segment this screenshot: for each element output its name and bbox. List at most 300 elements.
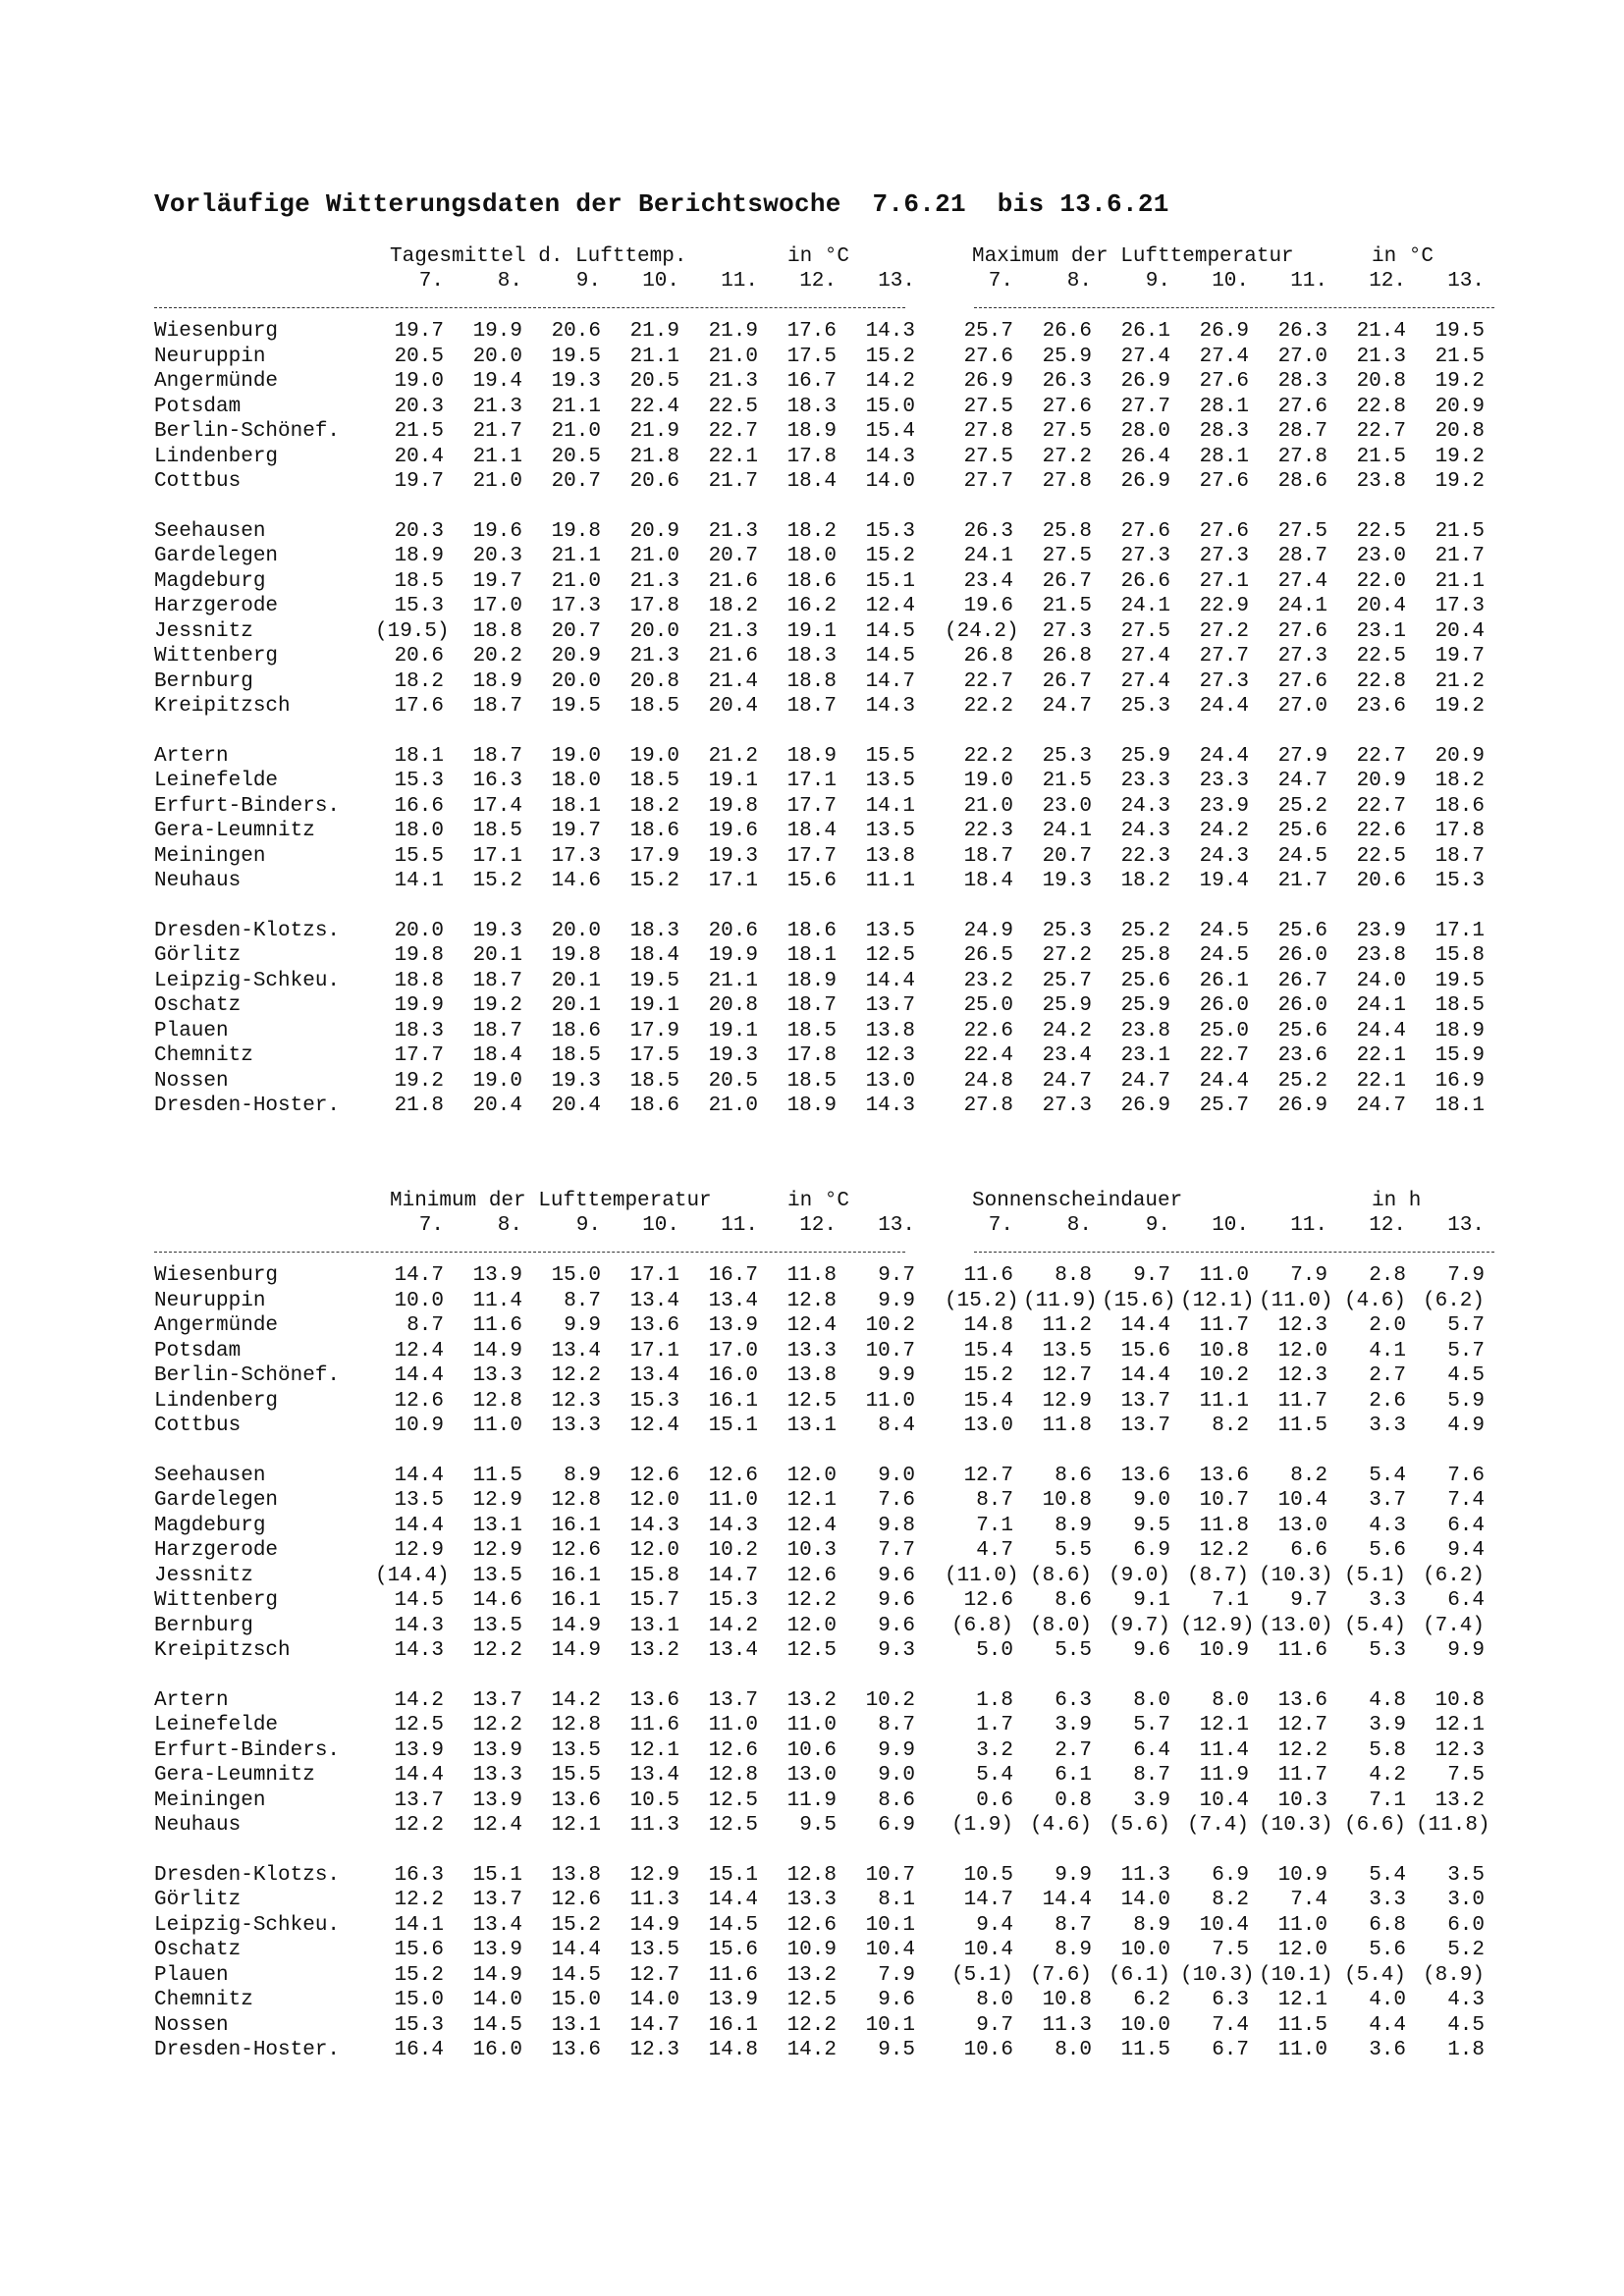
table-row	[154, 795, 1509, 821]
data-cell: 21.5	[1356, 445, 1406, 468]
data-cell: 22.8	[1356, 669, 1406, 693]
data-cell: 22.9	[1199, 595, 1249, 617]
data-cell: 5.4	[1369, 1863, 1406, 1887]
data-cell: 21.3	[708, 519, 758, 543]
data-cell: 18.5	[629, 1069, 679, 1093]
data-cell: 9.5	[878, 2039, 915, 2061]
data-cell: 18.3	[786, 395, 837, 418]
data-cell: 14.5	[394, 1589, 444, 1612]
data-cell: 22.7	[1356, 420, 1406, 443]
data-cell: 16.3	[394, 1863, 444, 1887]
data-cell: 26.0	[1199, 994, 1249, 1017]
data-cell: 12.2	[551, 1364, 601, 1387]
data-cell: 6.9	[1133, 1539, 1170, 1562]
data-cell: 16.1	[551, 1589, 601, 1612]
data-cell: 10.9	[1199, 1639, 1249, 1662]
data-cell: 21.3	[629, 645, 679, 667]
data-cell: 21.1	[551, 395, 601, 418]
data-cell: 12.4	[629, 1415, 679, 1437]
data-cell: (7.6)	[1029, 1963, 1092, 1987]
data-cell: 13.7	[708, 1688, 758, 1712]
data-cell: 27.3	[1199, 545, 1249, 567]
data-cell: 12.4	[786, 1514, 837, 1537]
data-cell: 20.8	[1435, 420, 1485, 443]
data-cell: 8.9	[1133, 1913, 1170, 1937]
data-cell: 20.9	[1356, 770, 1406, 792]
data-cell: 12.4	[472, 1814, 522, 1837]
data-cell: 23.6	[1277, 1044, 1327, 1067]
data-cell: 3.9	[1369, 1714, 1406, 1736]
data-cell: 11.0	[472, 1415, 522, 1437]
data-cell: 12.1	[1199, 1714, 1249, 1736]
data-cell: 6.9	[878, 1814, 915, 1837]
data-cell: 16.0	[708, 1364, 758, 1387]
data-cell: 2.7	[1055, 1738, 1092, 1762]
data-cell: 15.4	[963, 1339, 1013, 1362]
data-cell: 23.6	[1356, 695, 1406, 718]
data-cell: 12.5	[865, 944, 915, 967]
data-cell: 22.4	[629, 395, 679, 418]
station-name: Kreipitzsch	[154, 695, 291, 718]
table-row	[154, 570, 1509, 596]
data-cell: 21.5	[394, 420, 444, 443]
station-name: Dresden-Klotzs.	[154, 919, 341, 942]
data-cell: 9.7	[976, 2013, 1013, 2037]
data-cell: 7.5	[1447, 1764, 1485, 1787]
station-name: Cottbus	[154, 1415, 242, 1437]
data-cell: 23.2	[963, 969, 1013, 992]
data-cell: 7.7	[878, 1539, 915, 1562]
data-cell: 22.4	[963, 1044, 1013, 1067]
data-cell: 20.7	[1042, 844, 1092, 868]
data-cell: 13.8	[786, 1364, 837, 1387]
data-cell: (6.2)	[1422, 1289, 1485, 1312]
data-cell: 16.7	[708, 1264, 758, 1287]
data-cell: 7.9	[878, 1963, 915, 1987]
data-cell: 13.5	[865, 919, 915, 942]
data-cell: 18.7	[1435, 844, 1485, 868]
data-cell: 18.7	[472, 695, 522, 718]
data-cell: 20.6	[629, 470, 679, 493]
data-cell: 11.0	[1277, 1913, 1327, 1937]
data-cell: 13.2	[786, 1688, 837, 1712]
data-cell: 21.7	[472, 420, 522, 443]
data-cell: 9.5	[1133, 1514, 1170, 1537]
data-cell: 15.8	[629, 1564, 679, 1587]
data-cell: 6.8	[1369, 1913, 1406, 1937]
data-cell: 27.4	[1120, 669, 1170, 693]
data-cell: 15.1	[708, 1863, 758, 1887]
data-cell: 19.7	[394, 320, 444, 343]
data-cell: 14.2	[394, 1688, 444, 1712]
data-cell: 21.2	[708, 744, 758, 768]
data-cell: 15.1	[472, 1863, 522, 1887]
data-cell: 12.0	[629, 1539, 679, 1562]
data-cell: 3.3	[1369, 1889, 1406, 1911]
data-cell: (11.0)	[1259, 1289, 1333, 1312]
table-row	[154, 1070, 1509, 1095]
data-cell: 26.3	[963, 519, 1013, 543]
day-header: 9.	[1145, 1214, 1170, 1237]
data-cell: 9.0	[1133, 1489, 1170, 1512]
data-cell: 27.8	[1042, 470, 1092, 493]
data-cell: 24.7	[1042, 695, 1092, 718]
data-cell: 27.4	[1199, 345, 1249, 368]
table-row	[154, 770, 1509, 795]
station-name: Chemnitz	[154, 1989, 253, 2011]
data-cell: 27.5	[1042, 545, 1092, 567]
data-cell: 21.6	[708, 569, 758, 593]
table-row	[154, 1489, 1509, 1515]
data-cell: 18.3	[629, 919, 679, 942]
data-cell: 25.8	[1120, 944, 1170, 967]
data-cell: 1.7	[976, 1714, 1013, 1736]
data-cell: (5.1)	[1343, 1564, 1406, 1587]
data-cell: 27.5	[963, 445, 1013, 468]
data-cell: 7.4	[1447, 1489, 1485, 1512]
data-cell: 10.2	[865, 1314, 915, 1337]
data-cell: 8.6	[1055, 1589, 1092, 1612]
data-cell: 17.3	[551, 595, 601, 617]
data-cell: 27.1	[1199, 569, 1249, 593]
data-cell: 17.7	[786, 844, 837, 868]
data-cell: 13.6	[551, 1789, 601, 1812]
table-row	[154, 670, 1509, 696]
data-cell: 12.8	[551, 1489, 601, 1512]
station-name: Dresden-Hoster.	[154, 2039, 341, 2061]
data-cell: 13.9	[472, 1264, 522, 1287]
data-cell: 9.8	[878, 1514, 915, 1537]
data-cell: 27.3	[1042, 619, 1092, 643]
data-cell: 13.2	[629, 1639, 679, 1662]
data-cell: 19.5	[1435, 320, 1485, 343]
data-cell: 18.2	[1120, 870, 1170, 892]
data-cell: 18.5	[472, 820, 522, 842]
data-cell: 5.8	[1369, 1738, 1406, 1762]
data-cell: 12.7	[1042, 1364, 1092, 1387]
data-cell: 18.1	[394, 744, 444, 768]
data-cell: 15.2	[551, 1913, 601, 1937]
data-cell: 14.4	[551, 1939, 601, 1961]
data-cell: 27.2	[1042, 944, 1092, 967]
data-cell: 22.5	[708, 395, 758, 418]
table-row	[154, 346, 1509, 371]
data-cell: 19.3	[551, 1069, 601, 1093]
data-cell: 10.8	[1435, 1688, 1485, 1712]
data-cell: 27.3	[1277, 645, 1327, 667]
left-table-unit: in °C	[787, 245, 850, 268]
data-cell: 12.5	[708, 1789, 758, 1812]
data-cell: 15.5	[551, 1764, 601, 1787]
data-cell: 5.7	[1447, 1314, 1485, 1337]
data-cell: 12.7	[629, 1963, 679, 1987]
data-cell: 18.4	[963, 870, 1013, 892]
data-cell: 14.7	[394, 1264, 444, 1287]
data-cell: 24.7	[1277, 770, 1327, 792]
data-cell: 12.5	[394, 1714, 444, 1736]
data-cell: 19.0	[472, 1069, 522, 1093]
data-cell: 4.8	[1369, 1688, 1406, 1712]
data-cell: 21.0	[551, 569, 601, 593]
table-row	[154, 1364, 1509, 1390]
table-row	[154, 1964, 1509, 1990]
data-cell: 1.8	[976, 1688, 1013, 1712]
data-cell: 15.4	[963, 1389, 1013, 1413]
data-cell: (11.9)	[1023, 1289, 1098, 1312]
report-title: Vorläufige Witterungsdaten der Berichtswoche 7.6.21 bis 13.6.21	[154, 189, 1169, 219]
data-cell: 27.2	[1199, 619, 1249, 643]
table-row	[154, 1789, 1509, 1815]
data-cell: 22.5	[1356, 844, 1406, 868]
data-cell: 19.6	[708, 820, 758, 842]
data-cell: 21.6	[708, 645, 758, 667]
data-cell: 14.3	[865, 1095, 915, 1117]
day-header: 12.	[799, 270, 837, 293]
station-name: Erfurt-Binders.	[154, 1738, 341, 1762]
data-cell: 13.5	[551, 1738, 601, 1762]
day-header: 7.	[988, 270, 1013, 293]
data-cell: 11.1	[1199, 1389, 1249, 1413]
data-cell: (12.1)	[1180, 1289, 1255, 1312]
data-cell: 23.4	[963, 569, 1013, 593]
data-cell: 12.3	[551, 1389, 601, 1413]
data-cell: 13.7	[472, 1889, 522, 1911]
data-cell: 10.5	[629, 1789, 679, 1812]
right-table-label: Sonnenscheindauer	[972, 1190, 1183, 1212]
data-cell: 20.9	[629, 519, 679, 543]
data-cell: 24.4	[1199, 1069, 1249, 1093]
data-cell: 5.7	[1133, 1714, 1170, 1736]
data-cell: 14.8	[963, 1314, 1013, 1337]
data-cell: 15.3	[708, 1589, 758, 1612]
data-cell: 12.4	[865, 595, 915, 617]
data-cell: 1.8	[1447, 2039, 1485, 2061]
data-cell: 20.8	[629, 669, 679, 693]
data-cell: 13.6	[629, 1314, 679, 1337]
data-cell: 27.6	[1277, 395, 1327, 418]
data-cell: 21.0	[472, 470, 522, 493]
data-cell: 23.9	[1199, 794, 1249, 818]
data-cell: 23.3	[1120, 770, 1170, 792]
data-cell: 8.6	[1055, 1464, 1092, 1487]
data-cell: 9.7	[1290, 1589, 1327, 1612]
data-cell: 10.2	[1199, 1364, 1249, 1387]
data-cell: 12.6	[708, 1738, 758, 1762]
table-row	[154, 446, 1509, 471]
data-cell: 14.1	[394, 1913, 444, 1937]
data-cell: 12.2	[786, 2013, 837, 2037]
data-cell: 18.0	[786, 545, 837, 567]
data-cell: 22.8	[1356, 395, 1406, 418]
data-cell: 12.2	[1199, 1539, 1249, 1562]
data-cell: 13.4	[629, 1364, 679, 1387]
data-cell: 17.5	[629, 1044, 679, 1067]
table-row	[154, 1814, 1509, 1840]
data-cell: 11.1	[865, 870, 915, 892]
data-cell: 24.0	[1356, 969, 1406, 992]
data-cell: 26.7	[1277, 969, 1327, 992]
station-name: Harzgerode	[154, 1539, 279, 1562]
data-cell: 19.7	[472, 569, 522, 593]
data-cell: 13.1	[786, 1415, 837, 1437]
data-cell: 21.1	[1435, 569, 1485, 593]
data-cell: 18.2	[394, 669, 444, 693]
table-header	[154, 1190, 1509, 1241]
table-row	[154, 1020, 1509, 1045]
data-cell: 14.2	[551, 1688, 601, 1712]
data-cell: 16.2	[786, 595, 837, 617]
station-name: Gera-Leumnitz	[154, 820, 315, 842]
data-cell: 17.1	[1435, 919, 1485, 942]
data-cell: 21.9	[629, 420, 679, 443]
data-cell: 21.5	[1042, 595, 1092, 617]
day-header: 13.	[1447, 1214, 1485, 1237]
data-cell: 18.9	[786, 744, 837, 768]
data-cell: (6.8)	[950, 1614, 1013, 1637]
data-cell: 5.2	[1447, 1939, 1485, 1961]
data-cell: 26.1	[1120, 320, 1170, 343]
data-cell: 27.6	[963, 345, 1013, 368]
data-cell: 11.0	[1277, 2039, 1327, 2061]
data-cell: 13.0	[865, 1069, 915, 1093]
data-cell: 25.2	[1277, 794, 1327, 818]
data-cell: 18.6	[786, 569, 837, 593]
data-cell: 18.9	[786, 420, 837, 443]
data-cell: 14.4	[394, 1764, 444, 1787]
data-cell: (8.6)	[1029, 1564, 1092, 1587]
data-cell: 15.0	[865, 395, 915, 418]
data-cell: 19.8	[708, 794, 758, 818]
data-cell: 15.3	[394, 595, 444, 617]
data-cell: 27.5	[1120, 619, 1170, 643]
data-cell: 7.9	[1447, 1264, 1485, 1287]
data-cell: 24.4	[1199, 695, 1249, 718]
data-cell: 21.5	[1435, 519, 1485, 543]
data-cell: 24.8	[963, 1069, 1013, 1093]
data-cell: 26.7	[1042, 569, 1092, 593]
table-row	[154, 1095, 1509, 1120]
station-name: Meiningen	[154, 1789, 266, 1812]
data-cell: 27.8	[1277, 445, 1327, 468]
table-row	[154, 695, 1509, 721]
data-cell: 18.5	[1435, 994, 1485, 1017]
data-cell: (7.4)	[1186, 1814, 1249, 1837]
data-cell: 10.0	[1120, 1939, 1170, 1961]
data-cell: 24.4	[1199, 744, 1249, 768]
data-cell: 12.2	[394, 1889, 444, 1911]
data-cell: 20.4	[551, 1095, 601, 1117]
day-header: 12.	[1369, 270, 1406, 293]
data-cell: (10.3)	[1180, 1963, 1255, 1987]
data-cell: 26.8	[1042, 645, 1092, 667]
data-cell: 13.4	[629, 1764, 679, 1787]
data-cell: 11.6	[1277, 1639, 1327, 1662]
data-cell: 16.6	[394, 794, 444, 818]
table-row	[154, 870, 1509, 895]
data-cell: 25.6	[1277, 820, 1327, 842]
data-cell: 18.2	[1435, 770, 1485, 792]
data-cell: 15.7	[629, 1589, 679, 1612]
data-cell: 24.7	[1042, 1069, 1092, 1093]
separator-line	[974, 1252, 1494, 1253]
data-cell: 8.9	[1055, 1939, 1092, 1961]
station-name: Görlitz	[154, 944, 242, 967]
data-cell: 7.9	[1290, 1264, 1327, 1287]
data-cell: 15.3	[1435, 870, 1485, 892]
data-cell: 13.1	[629, 1614, 679, 1637]
station-name: Gardelegen	[154, 1489, 279, 1512]
data-cell: 10.1	[865, 2013, 915, 2037]
data-cell: 13.0	[963, 1415, 1013, 1437]
data-cell: 25.0	[1199, 1019, 1249, 1042]
data-cell: 6.3	[1055, 1688, 1092, 1712]
station-name: Berlin-Schönef.	[154, 420, 341, 443]
data-cell: 21.7	[1277, 870, 1327, 892]
data-cell: 13.2	[786, 1963, 837, 1987]
data-cell: 16.0	[472, 2039, 522, 2061]
data-cell: 15.3	[394, 2013, 444, 2037]
data-cell: 3.9	[1133, 1789, 1170, 1812]
data-cell: 14.5	[865, 645, 915, 667]
station-name: Wittenberg	[154, 645, 279, 667]
table-header	[154, 245, 1509, 296]
data-cell: 13.5	[865, 770, 915, 792]
data-cell: 4.2	[1369, 1764, 1406, 1787]
data-cell: 25.7	[963, 320, 1013, 343]
data-cell: 10.3	[786, 1539, 837, 1562]
data-cell: 10.2	[865, 1688, 915, 1712]
data-cell: 10.1	[865, 1913, 915, 1937]
data-cell: 12.0	[1277, 1339, 1327, 1362]
data-cell: 12.8	[708, 1764, 758, 1787]
data-cell: 17.7	[786, 794, 837, 818]
data-cell: 12.1	[629, 1738, 679, 1762]
data-cell: 12.1	[786, 1489, 837, 1512]
data-cell: 15.2	[865, 545, 915, 567]
data-cell: 8.2	[1212, 1415, 1249, 1437]
data-cell: 4.0	[1369, 1989, 1406, 2011]
data-cell: 20.8	[1356, 370, 1406, 393]
data-cell: 23.8	[1356, 470, 1406, 493]
data-cell: 15.1	[865, 569, 915, 593]
data-cell: 22.5	[1356, 519, 1406, 543]
data-cell: 17.8	[1435, 820, 1485, 842]
data-cell: 13.9	[472, 1939, 522, 1961]
data-cell: 13.8	[865, 844, 915, 868]
data-cell: 24.1	[963, 545, 1013, 567]
data-cell: 22.7	[1356, 794, 1406, 818]
data-cell: (15.2)	[945, 1289, 1019, 1312]
data-cell: (9.0)	[1108, 1564, 1170, 1587]
data-cell: 11.0	[708, 1714, 758, 1736]
data-cell: 27.3	[1199, 669, 1249, 693]
data-cell: 27.6	[1277, 619, 1327, 643]
data-cell: 17.3	[1435, 595, 1485, 617]
data-cell: 11.5	[1277, 2013, 1327, 2037]
data-cell: 4.4	[1369, 2013, 1406, 2037]
station-name: Magdeburg	[154, 1514, 266, 1537]
data-cell: 25.3	[1042, 744, 1092, 768]
data-cell: 17.7	[394, 1044, 444, 1067]
data-cell: 3.3	[1369, 1589, 1406, 1612]
data-cell: 10.7	[1199, 1489, 1249, 1512]
data-cell: 25.2	[1120, 919, 1170, 942]
data-cell: 27.9	[1277, 744, 1327, 768]
day-header: 8.	[1066, 1214, 1092, 1237]
table-row	[154, 1989, 1509, 2014]
separator-line	[154, 1252, 905, 1253]
data-cell: 24.1	[1120, 595, 1170, 617]
